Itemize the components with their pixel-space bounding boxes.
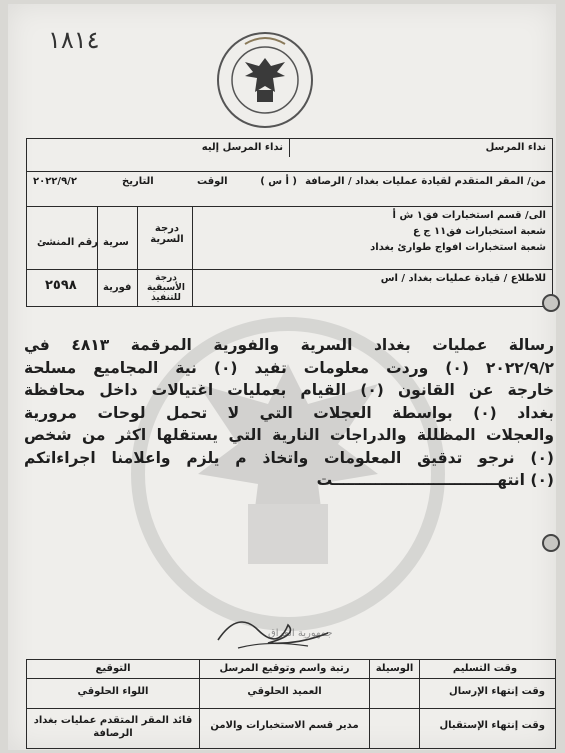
binder-hole-icon [542, 534, 560, 552]
receive-end-label: وقت إنتهاء الإستقبال [439, 720, 545, 731]
to-line-3: شعبة استخبارات افواج طوارئ بغداد [370, 242, 546, 253]
to-line-1: الى/ قسم استخبارات فق١ ش أ [392, 210, 546, 221]
document-page [8, 4, 556, 750]
message-line: والعجلات المظللة والدراجات النارية التي يستقلها اكثر من شخص [24, 426, 554, 444]
signer-rank-name: اللواء الحلوقي [77, 686, 149, 697]
info-line: للاطلاع / قيادة عمليات بغداد / اس [380, 273, 546, 284]
secrecy-label: درجة السرية [150, 223, 184, 245]
official-seal-icon [215, 30, 315, 130]
from-code: ( أ س ) [260, 176, 297, 187]
sender-title: مدير قسم الاستخبارات والامن [210, 720, 359, 731]
message-line: رسالة عمليات بغداد السرية والفورية المرقمة ٤٨١٣ في [24, 336, 555, 354]
to-line-2: شعبة استخبارات فق١١ ج ع [412, 226, 546, 237]
message-line: (٠) نرجو تدقيق المعلومات واتخاذ م يلزم واعلامنا اجراءاتكم [24, 448, 554, 467]
message-header-table [26, 138, 553, 307]
signature-label: التوقيع [95, 663, 131, 674]
secrecy-value: سرية [103, 237, 129, 248]
signature-scribble-icon [208, 600, 338, 660]
send-end-label: وقت إنتهاء الإرسال [449, 686, 545, 697]
recipient-caller-label: نداء المرسل إليه [27, 139, 290, 157]
receipt-time-label: وقت التسليم [452, 663, 518, 674]
footer-table [26, 659, 556, 749]
from-line: من/ المقر المتقدم لقيادة عمليات بغداد / الرصافة [305, 176, 546, 187]
message-body [24, 334, 554, 492]
sender-rank-label: رتبة واسم وتوقيع المرسل [219, 663, 350, 674]
signer-title: قائد المقر المتقدم عمليات بغداد الرصافة [33, 715, 193, 739]
binder-hole-icon [542, 294, 560, 312]
message-line: ٢٠٢٢/٩/٢ (٠) وردت معلومات تفيد (٠) نية المجاميع مسلحة [24, 358, 554, 377]
date-label: التاريخ [122, 176, 154, 187]
message-line: بغداد (٠) بواسطة العجلات التي لا تحمل لوحات مرورية [24, 403, 554, 422]
caller-row [27, 139, 552, 172]
watermark-text: جمهورية العراق [268, 628, 333, 639]
precedence-label: درجة الأسبقية للتنفيذ [147, 273, 185, 303]
handwritten-number: ١٨١٤ [48, 26, 100, 54]
means-label: الوسيلة [375, 663, 414, 674]
from-row [27, 172, 552, 207]
precedence-value: فورية [103, 282, 132, 293]
date-value: ٢٠٢٢/٩/٢ [33, 176, 77, 187]
time-label: الوقت [197, 176, 228, 187]
origin-number-label: رقم المنشئ [37, 237, 98, 248]
message-line: (٠) انتهـــــــــــــــــــــــــــــــت [316, 471, 554, 489]
sender-rank-name: العميد الحلوقي [247, 686, 322, 697]
info-row [27, 270, 552, 306]
caller-label: نداء المرسل [485, 142, 546, 153]
origin-number-value: ٢٥٩٨ [45, 278, 77, 293]
to-row [27, 207, 552, 270]
message-line: خارجة عن القانون (٠) القيام بعمليات اغتيالات داخل محافظة [24, 381, 555, 399]
